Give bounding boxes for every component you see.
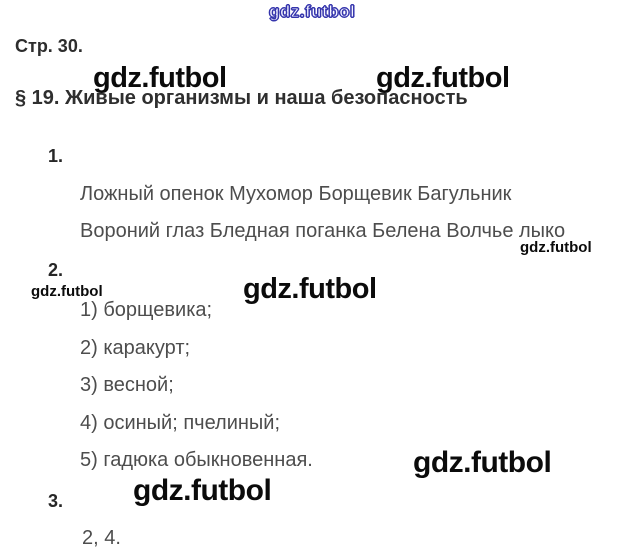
section-title: § 19. Живые организмы и наша безопасность — [15, 87, 468, 109]
watermark-bottom-left: gdz.futbol — [133, 474, 272, 507]
page-number-label: Стр. 30. — [15, 36, 83, 56]
question-1-line-2: Вороний глаз Бледная поганка Белена Волчье лыко — [80, 220, 566, 242]
question-3-number: 3. — [48, 491, 64, 511]
question-2-item-4: 4) осиный; пчелиный; — [80, 412, 281, 434]
watermark-mid: gdz.futbol — [243, 273, 377, 305]
watermark-header-left: gdz.futbol — [93, 62, 227, 94]
question-2-item-2: 2) каракурт; — [80, 337, 191, 359]
question-2-item-5: 5) гадюка обыкновенная. — [80, 449, 313, 471]
question-2-item-3: 3) весной; — [80, 374, 174, 396]
question-3-answer: 2, 4. — [82, 527, 121, 549]
watermark-bottom-right: gdz.futbol — [413, 446, 552, 479]
watermark-small-left: gdz.futbol — [31, 283, 103, 300]
question-2-number: 2. — [48, 260, 64, 280]
question-1-line-1: Ложный опенок Мухомор Борщевик Багульник — [80, 183, 512, 205]
watermark-header-right: gdz.futbol — [376, 62, 510, 94]
question-2-item-1: 1) борщевика; — [80, 299, 213, 321]
question-1-number: 1. — [48, 146, 64, 166]
watermark-small-right: gdz.futbol — [520, 239, 592, 256]
watermark-top-outline: gdz.futbol — [269, 2, 356, 21]
